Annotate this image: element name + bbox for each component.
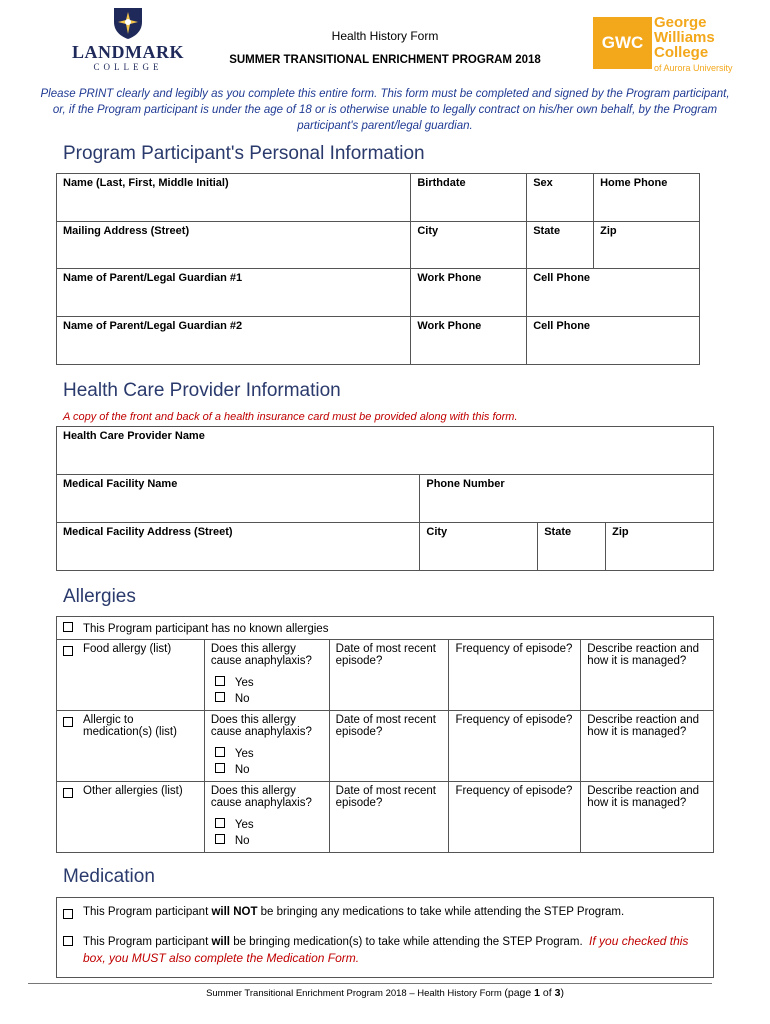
city-field[interactable]: City bbox=[411, 222, 527, 269]
opt2-text: This Program participant bbox=[83, 936, 212, 948]
page-close: ) bbox=[560, 987, 564, 999]
yes-label: Yes bbox=[234, 819, 254, 831]
medication-section-title: Medication bbox=[63, 866, 155, 887]
table-row bbox=[57, 782, 714, 853]
college-wordmark: COLLEGE bbox=[93, 62, 163, 72]
medication-anaphylaxis-yes-checkbox[interactable] bbox=[215, 747, 225, 757]
food-date-field[interactable]: Date of most recent episode? bbox=[329, 640, 449, 711]
other-date-field[interactable]: Date of most recent episode? bbox=[329, 782, 449, 853]
birthdate-field[interactable]: Birthdate bbox=[411, 174, 527, 222]
page-of: of bbox=[540, 987, 555, 999]
medication-allergy-label: Allergic to medication(s) (list) bbox=[83, 714, 177, 738]
table-row bbox=[57, 174, 700, 222]
gwc-wordmark bbox=[654, 15, 766, 76]
provider-name-field[interactable]: Health Care Provider Name bbox=[57, 427, 714, 475]
facility-phone-field[interactable]: Phone Number bbox=[420, 475, 714, 523]
opt1-text: This Program participant bbox=[83, 906, 212, 918]
facility-state-field[interactable]: State bbox=[538, 523, 606, 571]
food-allergy-checkbox[interactable] bbox=[63, 646, 73, 656]
provider-section-title: Health Care Provider Information bbox=[63, 380, 341, 401]
medication-option-bringing bbox=[63, 933, 707, 967]
personal-info-table bbox=[56, 173, 700, 365]
no-label: No bbox=[234, 835, 250, 847]
opt1-bold: will NOT bbox=[211, 906, 258, 918]
medication-allergy-checkbox[interactable] bbox=[63, 717, 73, 727]
table-row bbox=[57, 222, 700, 269]
table-row bbox=[57, 523, 714, 571]
page-label: (page bbox=[504, 987, 535, 999]
gwc-line4: of Aurora University bbox=[654, 63, 733, 73]
medication-option-none bbox=[63, 906, 707, 919]
opt2-bold: will bbox=[211, 936, 230, 948]
mailing-address-field[interactable]: Mailing Address (Street) bbox=[57, 222, 411, 269]
medication-table bbox=[56, 897, 714, 978]
facility-address-field[interactable]: Medical Facility Address (Street) bbox=[57, 523, 420, 571]
zip-field[interactable]: Zip bbox=[594, 222, 700, 269]
landmark-wordmark: LANDMARK bbox=[72, 42, 184, 62]
home-phone-field[interactable]: Home Phone bbox=[594, 174, 700, 222]
gwc-line2: Williams bbox=[654, 29, 715, 46]
footer-divider bbox=[28, 983, 712, 984]
medication-date-field[interactable]: Date of most recent episode? bbox=[329, 711, 449, 782]
other-anaphylaxis-no-checkbox[interactable] bbox=[215, 834, 225, 844]
anaphylaxis-question: Does this allergy cause anaphylaxis? bbox=[210, 785, 312, 809]
other-frequency-field[interactable]: Frequency of episode? bbox=[449, 782, 581, 853]
page-footer bbox=[0, 987, 770, 999]
medication-form-warning: If you checked this box, you MUST also complete the Medication Form. bbox=[83, 934, 689, 965]
facility-name-field[interactable]: Medical Facility Name bbox=[57, 475, 420, 523]
facility-city-field[interactable]: City bbox=[420, 523, 538, 571]
no-allergies-checkbox[interactable] bbox=[63, 622, 73, 632]
table-row bbox=[57, 640, 714, 711]
guardian2-cell-phone-field[interactable]: Cell Phone bbox=[527, 317, 700, 365]
state-field[interactable]: State bbox=[527, 222, 594, 269]
form-title: Health History Form bbox=[331, 29, 439, 43]
other-allergy-checkbox[interactable] bbox=[63, 788, 73, 798]
other-anaphylaxis-yes-checkbox[interactable] bbox=[215, 818, 225, 828]
guardian1-cell-phone-field[interactable]: Cell Phone bbox=[527, 269, 700, 317]
no-allergies-label: This Program participant has no known allergies bbox=[83, 623, 329, 635]
table-row bbox=[57, 475, 714, 523]
page-number: 1 bbox=[534, 987, 540, 999]
medication-reaction-field[interactable]: Describe reaction and how it is managed? bbox=[581, 711, 714, 782]
personal-section-title: Program Participant's Personal Information bbox=[63, 143, 425, 164]
anaphylaxis-question: Does this allergy cause anaphylaxis? bbox=[210, 643, 312, 667]
opt2-text-end: be bringing medication(s) to take while attending the STEP Program. bbox=[230, 936, 583, 948]
food-reaction-field[interactable]: Describe reaction and how it is managed? bbox=[581, 640, 714, 711]
food-frequency-field[interactable]: Frequency of episode? bbox=[449, 640, 581, 711]
footer-text: Summer Transitional Enrichment Program 2018 – Health History Form bbox=[206, 988, 502, 999]
facility-zip-field[interactable]: Zip bbox=[606, 523, 714, 571]
food-allergy-label: Food allergy (list) bbox=[83, 643, 172, 655]
medication-frequency-field[interactable]: Frequency of episode? bbox=[449, 711, 581, 782]
medication-anaphylaxis-no-checkbox[interactable] bbox=[215, 763, 225, 773]
provider-table bbox=[56, 426, 714, 571]
yes-label: Yes bbox=[234, 748, 254, 760]
no-medication-checkbox[interactable] bbox=[63, 909, 73, 919]
table-row bbox=[57, 317, 700, 365]
table-row bbox=[57, 269, 700, 317]
table-row bbox=[57, 898, 714, 978]
intro-instructions: Please PRINT clearly and legibly as you complete this entire form. This form must be completed and signed by the Program participant, or, if the Program participant is under the age of 18 or is otherwise unable to legally contract on his/her own behalf, by the Program participant's parent/legal guardian. bbox=[40, 88, 730, 132]
guardian1-name-field[interactable]: Name of Parent/Legal Guardian #1 bbox=[57, 269, 411, 317]
allergies-table bbox=[56, 616, 714, 853]
table-row bbox=[57, 711, 714, 782]
yes-label: Yes bbox=[234, 677, 254, 689]
no-label: No bbox=[234, 764, 250, 776]
anaphylaxis-question: Does this allergy cause anaphylaxis? bbox=[210, 714, 312, 738]
other-allergy-label: Other allergies (list) bbox=[83, 785, 183, 797]
food-anaphylaxis-no-checkbox[interactable] bbox=[215, 692, 225, 702]
guardian2-work-phone-field[interactable]: Work Phone bbox=[411, 317, 527, 365]
allergies-section-title: Allergies bbox=[63, 586, 136, 607]
table-row bbox=[57, 617, 714, 640]
insurance-card-note: A copy of the front and back of a health insurance card must be provided along with this form. bbox=[63, 411, 518, 423]
gwc-badge: GWC bbox=[593, 17, 652, 69]
guardian1-work-phone-field[interactable]: Work Phone bbox=[411, 269, 527, 317]
program-title: SUMMER TRANSITIONAL ENRICHMENT PROGRAM 2018 bbox=[229, 54, 541, 66]
table-row bbox=[57, 427, 714, 475]
sex-field[interactable]: Sex bbox=[527, 174, 594, 222]
other-reaction-field[interactable]: Describe reaction and how it is managed? bbox=[581, 782, 714, 853]
gwc-line1: George bbox=[654, 14, 707, 31]
page-total: 3 bbox=[554, 987, 561, 999]
name-field[interactable]: Name (Last, First, Middle Initial) bbox=[57, 174, 411, 222]
opt1-text-end: be bringing any medications to take while attending the STEP Program. bbox=[257, 906, 625, 918]
guardian2-name-field[interactable]: Name of Parent/Legal Guardian #2 bbox=[57, 317, 411, 365]
no-label: No bbox=[234, 693, 250, 705]
bringing-medication-checkbox[interactable] bbox=[63, 936, 73, 946]
food-anaphylaxis-yes-checkbox[interactable] bbox=[215, 676, 225, 686]
gwc-line3: College bbox=[654, 44, 709, 61]
